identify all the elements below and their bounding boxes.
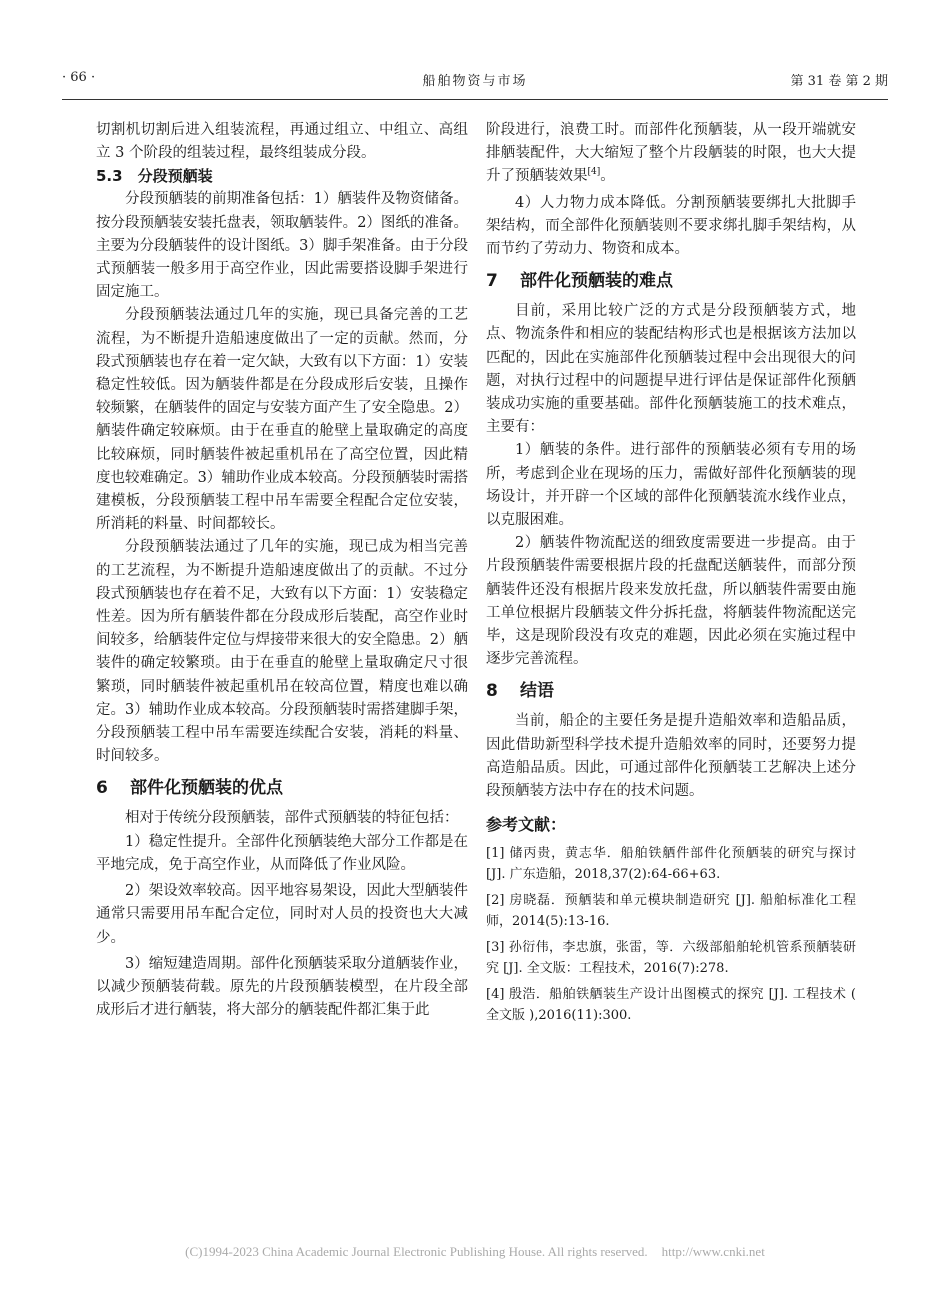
section-number: 8 (486, 681, 498, 702)
journal-title: 船舶物资与市场 (422, 74, 528, 89)
right-column (486, 119, 856, 1031)
paragraph: 4）人力物力成本降低。分割预舾装要绑扎大批脚手架结构，而全部件化预舾装则不要求绑扎脚手架结构，从而节约了劳动力、物资和成本。 (486, 194, 856, 258)
section-heading-5-3: 5.3 分段预舾装 (96, 167, 213, 186)
references-heading: 参考文献： (486, 815, 567, 835)
section-heading-8 (486, 679, 856, 703)
paragraph: 1）舾装的条件。进行部件的预舾装必须有专用的场所，考虑到企业在现场的压力，需做好部件化预舾装的现场设计，并开辟一个区域的部件化预舾装流水线作业点，以克服困难。 (486, 442, 856, 529)
paragraph (486, 119, 856, 189)
paragraph: 当前，船企的主要任务是提升造船效率和造船品质，因此借助新型科学技术提升造船效率的同时，还要努力提高造船品质。因此，可通过部件化预舾装工艺解决上述分段预舾装方法中存在的技术问题。 (486, 713, 856, 800)
issue-label: 第 31 卷 第 2 期 (790, 74, 888, 89)
copyright-text: (C)1994-2023 China Academic Journal Electronic Publishing House. All rights reserved. (185, 1244, 648, 1259)
section-heading-6 (96, 776, 468, 800)
paragraph: 分段预舾装法通过几年的实施，现已具备完善的工艺流程，为不断提升造船速度做出了一定的贡献。然而，分段式预舾装也存在着一定欠缺，大致有以下方面：1）安装稳定性较低。因为舾装件都是在分段成形后安装，且操作较频繁，在舾装件的固定与安装方面产生了安全隐患。2）舾装件确定较麻烦。由于在垂直的舱壁上量取确定的高度比较麻烦，同时舾装件被起重机吊在了高空位置，因此精度也较难确定。3）辅助作业成本较高。分段预舾装时需搭建模板，分段预舾装工程中吊车需要全程配合定位安装，所消耗的料量、时间都较长。 (96, 307, 468, 533)
section-heading-7 (486, 269, 856, 293)
paragraph: 分段预舾装法通过了几年的实施，现已成为相当完善的工艺流程，为不断提升造船速度做出了的贡献。不过分段式预舾装也存在着不足，大致有以下方面：1）安装稳定性差。因为所有舾装件都在分段成形后装配，高空作业时间较多，给舾装件定位与焊接带来很大的安全隐患。2）舾装件的确定较繁琐。由于在垂直的舱壁上量取确定尺寸很繁琐，同时舾装件被起重机吊在较高位置，精度也难以确定。3）辅助作业成本较高。分段预舾装时需搭建脚手架，分段预舾装工程中吊车需要连续配合安装，消耗的料量、时间较多。 (96, 539, 468, 765)
paragraph: 分段预舾装的前期准备包括：1）舾装件及物资储备。按分段预舾装安装托盘表，领取舾装件。2）图纸的准备。主要为分段舾装件的设计图纸。3）脚手架准备。由于分段式预舾装一般多用于高空作业，因此需要搭设脚手架进行固定施工。 (96, 191, 468, 301)
paragraph: 3）缩短建造周期。部件化预舾装采取分道舾装作业，以减少预舾装荷载。原先的片段预舾装模型，在片段全部成形后才进行舾装，将大部分的舾装配件都汇集于此 (96, 955, 468, 1019)
paragraph: 2）舾装件物流配送的细致度需要进一步提高。由于片段预舾装件需要根据片段的托盘配送舾装件，而部分预舾装件还没有根据片段来发放托盘，所以舾装件需要由施工单位根据片段舾装文件分拆托盘，将舾装件物流配送完毕，这是现阶段没有攻克的难题，因此必须在实施过程中逐步完善流程。 (486, 535, 856, 668)
paragraph-text: 阶段进行，浪费工时。而部件化预舾装，从一段开端就安排舾装配件，大大缩短了整个片段舾装的时限，也大大提升了预舾装效果 (486, 122, 856, 185)
section-title: 部件化预舾装的优点 (130, 778, 283, 799)
footer-url: http://www.cnki.net (661, 1244, 765, 1259)
page-number: · 66 · (62, 70, 96, 85)
running-header (62, 66, 888, 92)
reference-item: [3] 孙衍伟，李忠旗，张雷，等．六级部船舶轮机管系预舾装研究 [J]. 全文版：工程技术，2016(7):278. (486, 940, 856, 977)
section-title: 部件化预舾装的难点 (520, 271, 673, 292)
paragraph: 切割机切割后进入组装流程，再通过组立、中组立、高组立 3 个阶段的组装过程，最终组装成分段。 (96, 122, 468, 162)
section-number: 6 (96, 778, 108, 799)
left-column (96, 119, 468, 1022)
paragraph: 1）稳定性提升。全部件化预舾装绝大部分工作都是在平地完成，免于高空作业，从而降低了作业风险。 (96, 833, 468, 873)
citation-ref: [4] (587, 167, 601, 178)
reference-item: [2] 房晓磊．预舾装和单元模块制造研究 [J]. 船舶标准化工程师，2014(5):13-16. (486, 893, 856, 930)
paragraph: 目前，采用比较广泛的方式是分段预舾装方式，地点、物流条件和相应的装配结构形式也是根据该方法加以匹配的，因此在实施部件化预舾装过程中会出现很大的问题，对执行过程中的问题提早进行评估是保证部件化预舾装成功实施的重要基础。部件化预舾装施工的技术难点，主要有： (486, 303, 856, 436)
reference-item: [1] 储丙贵，黄志华．船舶铁舾件部件化预舾装的研究与探讨 [J]. 广东造船，2018,37(2):64-66+63. (486, 846, 856, 883)
paragraph-end: 。 (600, 168, 615, 185)
paragraph: 相对于传统分段预舾装，部件式预舾装的特征包括： (125, 810, 459, 827)
header-rule (62, 99, 888, 100)
section-title: 结语 (520, 681, 554, 702)
paragraph: 2）架设效率较高。因平地容易架设，因此大型舾装件通常只需要用吊车配合定位，同时对人员的投资也大大减少。 (96, 883, 468, 946)
section-number: 7 (486, 271, 498, 292)
reference-item: [4] 殷浩．船舶铁舾装生产设计出图模式的探究 [J]. 工程技术 ( 全文版 ),2016(11):300. (486, 987, 856, 1024)
copyright-footer (0, 1244, 950, 1260)
